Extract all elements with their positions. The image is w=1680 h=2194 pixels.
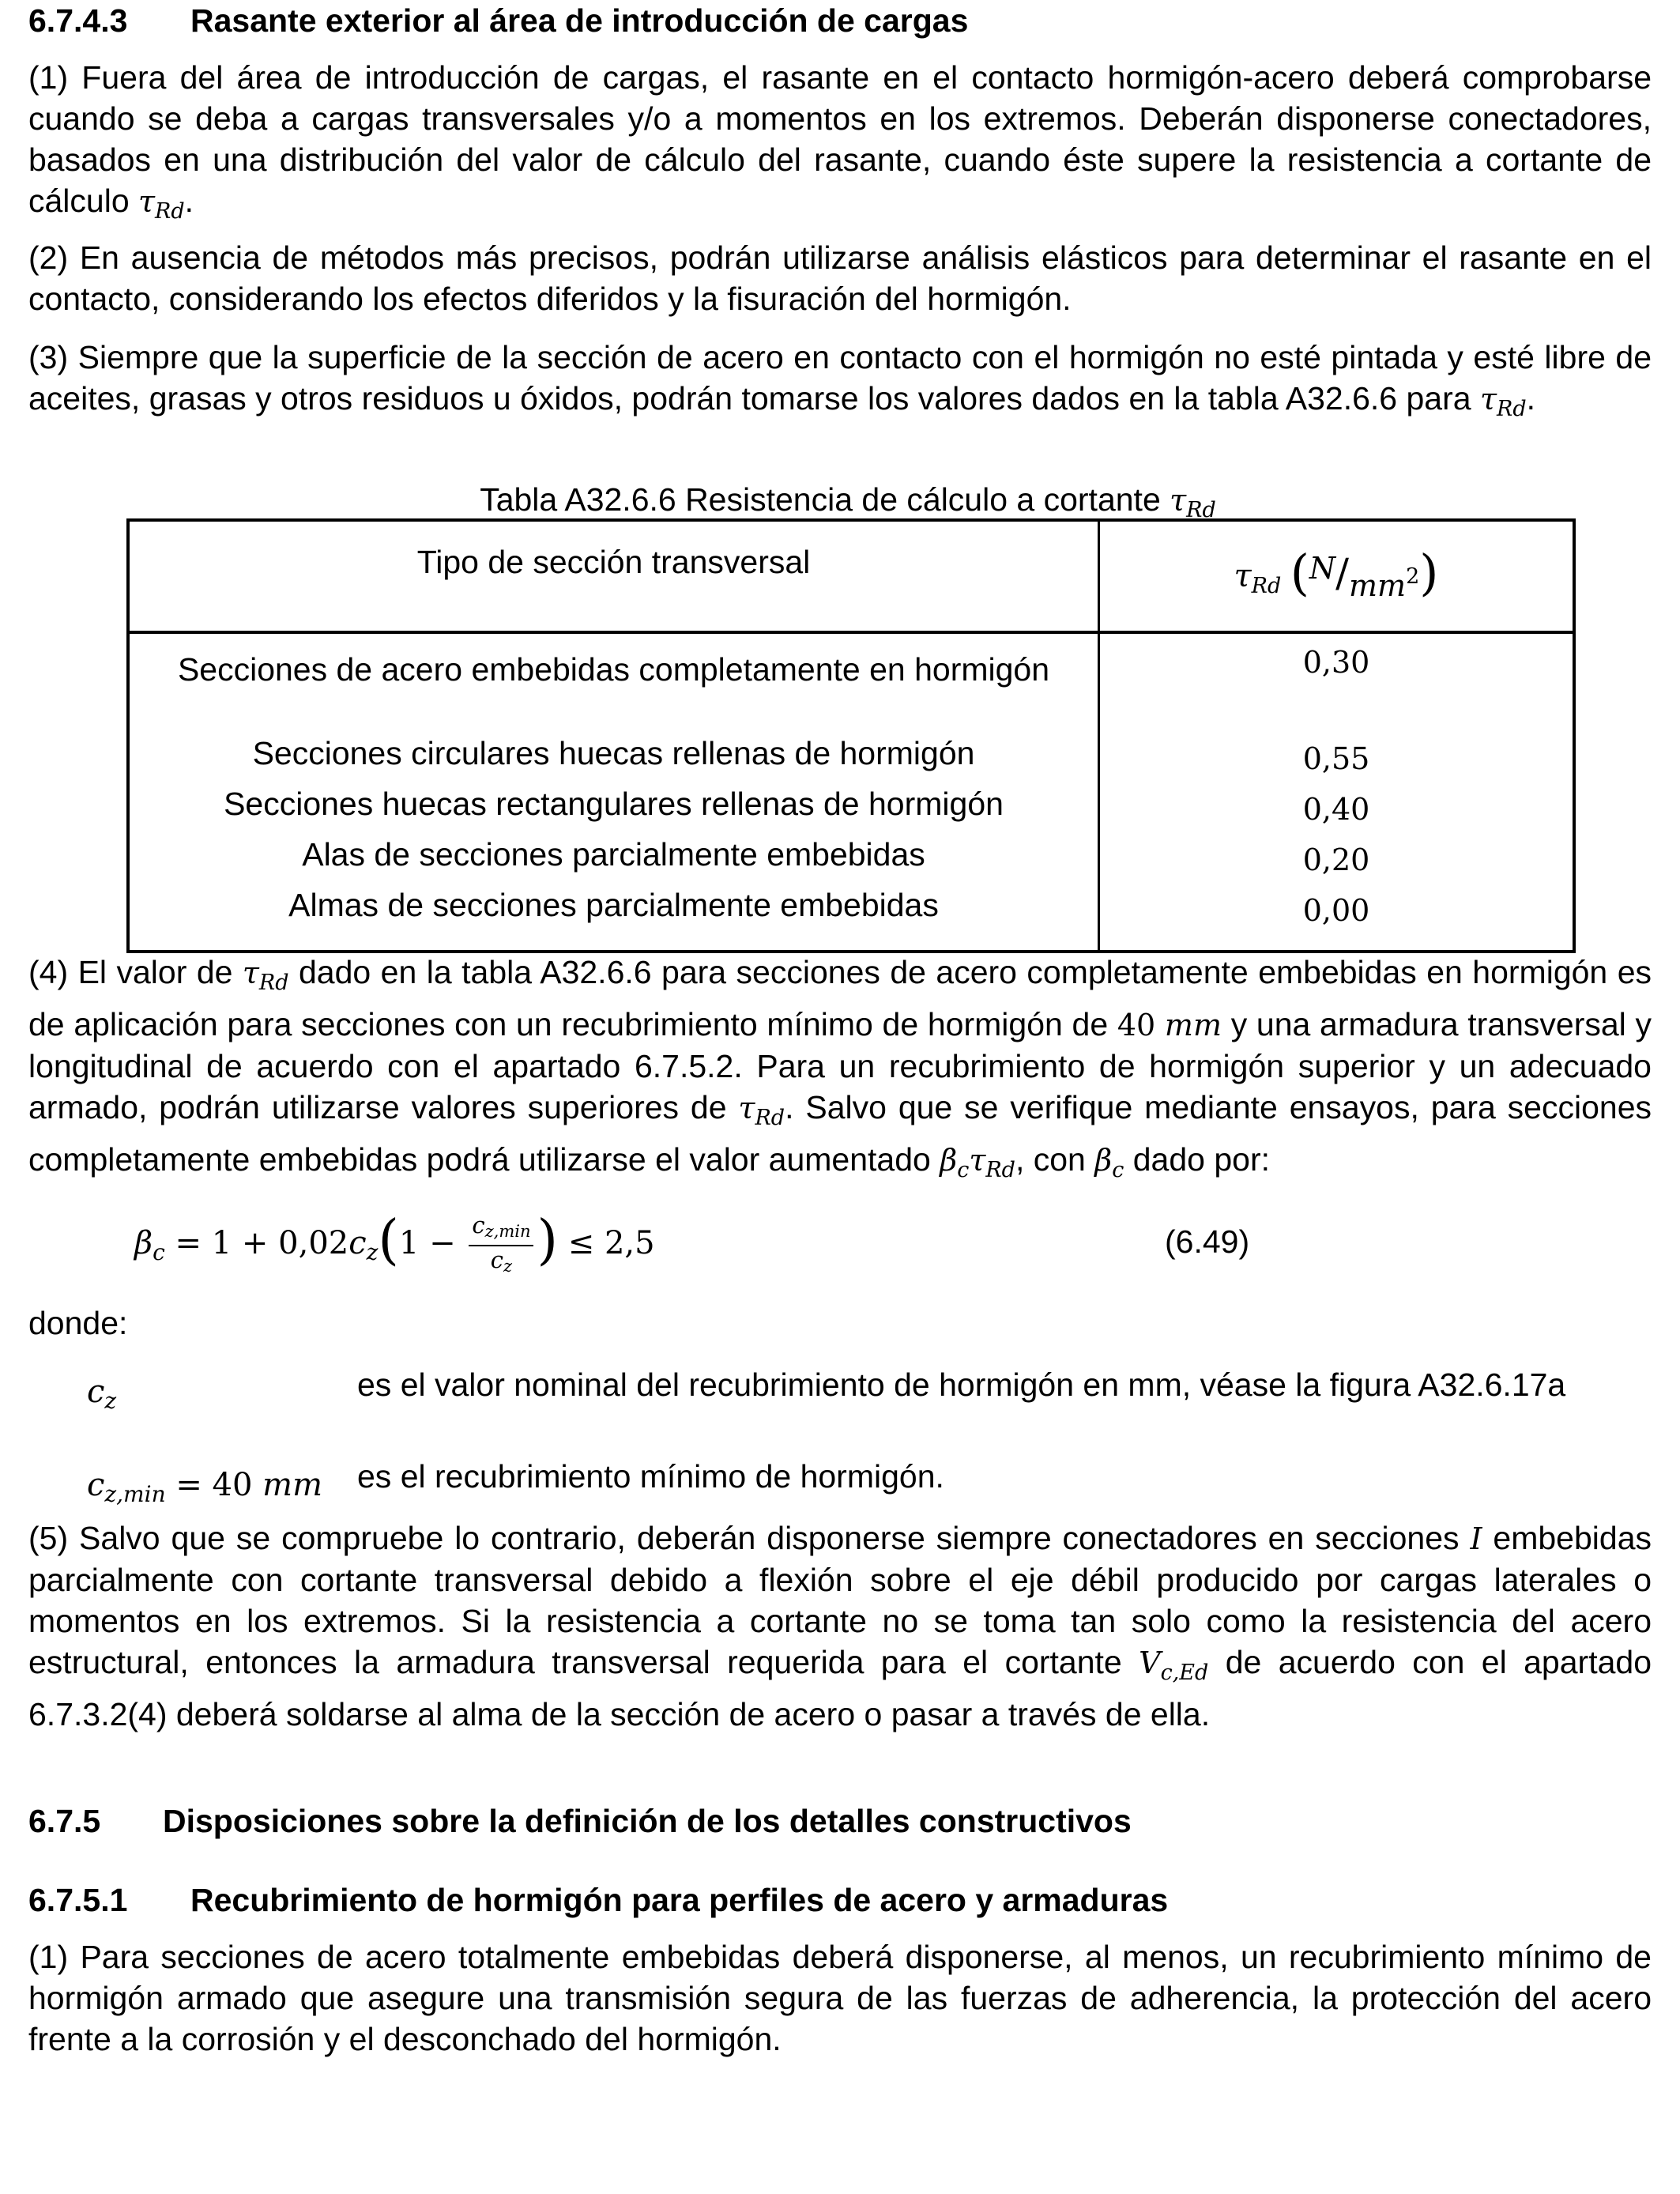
shear-resistance-table	[126, 518, 1576, 953]
definition-text-cz: es el valor nominal del recubrimiento de hormigón en mm, véase la figura A32.6.17a	[357, 1367, 1566, 1403]
definition-symbol-cz-min: $c_{z,min} = 40$ mm	[87, 1467, 323, 1507]
table-row-value: 0,55	[1302, 741, 1370, 776]
paragraph-2	[28, 237, 1652, 319]
section-number: 6.7.5	[28, 1803, 101, 1839]
section-heading-6-7-4-3	[28, 0, 968, 41]
table-row-label: Alas de secciones parcialmente embebidas	[302, 836, 925, 873]
paragraph-text: (1) Fuera del área de introducción de cargas, el rasante en el contacto hormigón-acero deberá comprobarse cuando se deba a cargas transversales y/o a momentos en los extremos. Deberán disponerse conectadores, basados en una distribución del valor de cálculo del rasante, cuando éste supere la resistencia a cortante de cálculo	[28, 59, 1652, 219]
table-labels-column	[130, 634, 1098, 950]
table-row-label: Secciones de acero embebidas completamente en hormigón	[177, 651, 1050, 688]
section-title: Disposiciones sobre la definición de los detalles constructivos	[163, 1803, 1132, 1839]
section-number: 6.7.4.3	[28, 2, 128, 39]
column-header-tau-rd: $\tau_{Rd}$ $(N/mm^2)$	[1099, 520, 1575, 632]
table-row-label: Secciones huecas rectangulares rellenas de hormigón	[224, 786, 1004, 822]
fraction: $\frac{cz,\min}{cz}$	[469, 1212, 533, 1280]
table-row-label: Secciones circulares huecas rellenas de hormigón	[252, 735, 975, 771]
tau-rd-symbol: $\tau_{Rd}$	[138, 184, 185, 224]
paragraph-text: (1) Para secciones de acero totalmente embebidas deberá disponerse, al menos, un recubrimiento mínimo de hormigón armado que asegure una transmisión segura de las fuerzas de adherencia, la protección del acero frente a la corrosión y el desconchado del hormigón.	[28, 1939, 1652, 2057]
section-number: 6.7.5.1	[28, 1882, 128, 1918]
table-caption: Tabla A32.6.6 Resistencia de cálculo a cortante $\tau_{Rd}$	[480, 481, 1216, 522]
table-row-label: Almas de secciones parcialmente embebidas	[288, 887, 939, 923]
table-row-value: 0,30	[1302, 645, 1370, 680]
section-heading-6-7-5	[28, 1800, 1132, 1842]
column-header-section-type: Tipo de sección transversal	[128, 520, 1099, 632]
paragraph-5: (5) Salvo que se compruebe lo contrario, deberán disponerse siempre conectadores en secciones I embebidas parcialmente con cortante transversal debido a flexión sobre el eje débil producido por cargas laterales o momentos en los extremos. Si la resistencia a cortante no se toma tan solo como la resistencia del acero estructural, entonces la armadura transversal requerida para el cortante $V_{c,Ed}$ de acuerdo con el apartado 6.7.3.2(4) deberá soldarse al alma de la sección de acero o pasar a través de ella.	[28, 1520, 1652, 1732]
paragraph-text: (3) Siempre que la superficie de la sección de acero en contacto con el hormigón no esté pintada y esté libre de aceites, grasas y otros residuos u óxidos, podrán tomarse los valores dados en la tabla A32.6.6 para	[28, 339, 1652, 417]
paragraph-3: (3) Siempre que la superficie de la sección de acero en contacto con el hormigón no esté pintada y esté libre de aceites, grasas y otros residuos u óxidos, podrán tomarse los valores dados en la tabla A32.6.6 para $\tau_{Rd}$.	[28, 339, 1652, 421]
definition-text-cz-min: es el recubrimiento mínimo de hormigón.	[357, 1458, 944, 1495]
paragraph-6	[28, 1936, 1652, 2060]
equation-number: (6.49)	[1165, 1223, 1250, 1260]
tau-rd-symbol: $\tau_{Rd}$	[1170, 483, 1216, 522]
section-title: Recubrimiento de hormigón para perfiles de acero y armaduras	[190, 1882, 1169, 1918]
definition-symbol-cz: $c_z$	[87, 1374, 117, 1414]
section-title: Rasante exterior al área de introducción de cargas	[190, 2, 969, 39]
equation-6-49: $\beta_c = 1 + 0,02c_z(1$ − $\frac{cz,\min}{cz}$ ) ≤ 2,5	[134, 1209, 655, 1280]
table-row-value: 0,40	[1302, 792, 1370, 827]
donde-label: donde:	[28, 1305, 128, 1341]
table-row-value: 0,20	[1302, 843, 1370, 877]
table-row-value: 0,00	[1302, 893, 1370, 928]
tau-rd-symbol: $\tau_{Rd}$	[1479, 382, 1527, 421]
paragraph-text: (2) En ausencia de métodos más precisos, podrán utilizarse análisis elásticos para determinar el rasante en el contacto, considerando los efectos diferidos y la fisuración del hormigón.	[28, 239, 1652, 317]
table-values-column	[1100, 634, 1573, 950]
paragraph-4: (4) El valor de $\tau_{Rd}$ dado en la tabla A32.6.6 para secciones de acero completamente embebidas en hormigón es de aplicación para secciones con un recubrimiento mínimo de hormigón de 40 mm y una armadura transversal y longitudinal de acuerdo con el apartado 6.7.5.2. Para un recubrimiento de hormigón superior y un adecuado armado, podrán utilizarse valores superiores de $\tau_{Rd}$. Salvo que se verifique mediante ensayos, para secciones completamente embebidas podrá utilizarse el valor aumentado $\beta_c\tau_{Rd}$, con $\beta_c$ dado por:	[28, 954, 1652, 1182]
section-heading-6-7-5-1	[28, 1879, 1168, 1921]
paragraph-1: (1) Fuera del área de introducción de cargas, el rasante en el contacto hormigón-acero deberá comprobarse cuando se deba a cargas transversales y/o a momentos en los extremos. Deberán disponerse conectadores, basados en una distribución del valor de cálculo del rasante, cuando éste supere la resistencia a cortante de cálculo $\tau_{Rd}$.	[28, 59, 1652, 224]
